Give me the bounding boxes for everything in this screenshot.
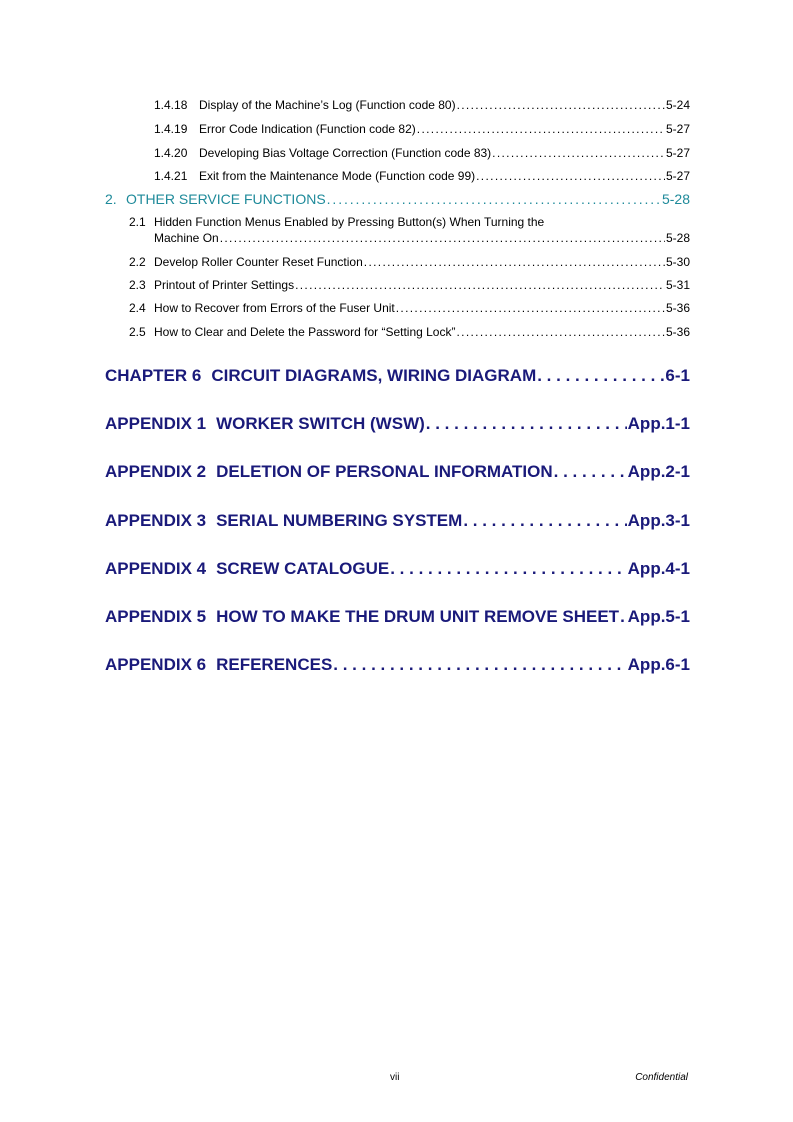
dot-leader [390,559,626,579]
entry-page: 5-36 [665,301,690,315]
entry-page: 5-28 [661,191,690,207]
dot-leader [457,98,665,112]
entry-page: App.4-1 [627,559,690,578]
entry-number: 2.5 [129,325,146,339]
entry-page: 5-28 [665,231,690,245]
entry-number: 1.4.18 [154,98,188,112]
entry-number: 2.4 [129,301,146,315]
entry-title: Printout of Printer Settings [154,278,295,292]
entry-page: 5-27 [665,122,690,136]
toc-entry-2-2[interactable] [129,255,690,271]
toc-entry-2-3[interactable] [129,278,690,294]
dot-leader [620,607,627,627]
entry-title: Develop Roller Counter Reset Function [154,255,363,269]
toc-entry-1-4-20[interactable] [154,146,690,162]
dot-leader [364,255,665,269]
entry-page: App.2-1 [627,462,690,481]
dot-leader [463,511,626,531]
entry-page: 5-27 [665,169,690,183]
entry-number: APPENDIX 1 [105,414,207,433]
entry-title-line1: Hidden Function Menus Enabled by Pressing Button(s) When Turning the [154,215,545,229]
dot-leader [333,655,626,675]
entry-title: Error Code Indication (Function code 82) [199,122,416,136]
entry-page: 6-1 [665,366,690,385]
entry-title: How to Clear and Delete the Password for “Setting Lock” [154,325,456,339]
entry-title: SCREW CATALOGUE [216,559,390,578]
entry-title: Display of the Machine’s Log (Function code 80) [199,98,456,112]
toc-entry-appendix-2[interactable] [105,462,690,484]
entry-title: Exit from the Maintenance Mode (Function code 99) [199,169,476,183]
entry-title: REFERENCES [216,655,333,674]
entry-page: 5-24 [665,98,690,112]
toc-entry-section-2[interactable] [105,191,690,209]
dot-leader [295,278,665,292]
entry-title: How to Recover from Errors of the Fuser Unit [154,301,395,315]
entry-page: App.3-1 [627,511,690,530]
toc-entry-2-4[interactable] [129,301,690,317]
entry-number: APPENDIX 5 [105,607,207,626]
entry-title: Machine On [154,231,219,245]
toc-entry-appendix-5[interactable] [105,607,690,629]
entry-number: 2.1 [129,215,146,229]
dot-leader [554,462,627,482]
dot-leader [492,146,665,160]
toc-entry-1-4-21[interactable] [154,169,690,185]
toc-entry-2-5[interactable] [129,325,690,341]
toc-entry-appendix-3[interactable] [105,511,690,533]
toc-entry-2-1-line1 [129,215,544,229]
toc-entry-chapter-6[interactable] [105,366,690,388]
entry-number: CHAPTER 6 [105,366,202,385]
dot-leader [417,122,665,136]
dot-leader [327,191,661,207]
entry-title: DELETION OF PERSONAL INFORMATION [216,462,553,481]
toc-entry-appendix-1[interactable] [105,414,690,436]
entry-number: APPENDIX 4 [105,559,207,578]
footer-page-number: vii [390,1072,400,1083]
entry-title: HOW TO MAKE THE DRUM UNIT REMOVE SHEET [216,607,620,626]
dot-leader [537,366,664,386]
toc-entry-appendix-6[interactable] [105,655,690,677]
entry-page: 5-30 [665,255,690,269]
entry-number: APPENDIX 2 [105,462,207,481]
toc-entry-2-1[interactable] [154,231,690,247]
entry-page: App.5-1 [627,607,690,626]
entry-number: 2.3 [129,278,146,292]
toc-entry-appendix-4[interactable] [105,559,690,581]
entry-title: Developing Bias Voltage Correction (Function code 83) [199,146,492,160]
entry-title: SERIAL NUMBERING SYSTEM [216,511,463,530]
entry-number: APPENDIX 3 [105,511,207,530]
footer-confidential: Confidential [635,1072,688,1083]
entry-page: 5-27 [665,146,690,160]
dot-leader [220,231,665,245]
dot-leader [456,325,664,339]
entry-page: App.6-1 [627,655,690,674]
entry-number: 2.2 [129,255,146,269]
entry-page: 5-36 [665,325,690,339]
toc-entry-1-4-18[interactable] [154,98,690,114]
entry-page: 5-31 [665,278,690,292]
entry-number: 1.4.19 [154,122,188,136]
toc-entry-1-4-19[interactable] [154,122,690,138]
dot-leader [426,414,627,434]
entry-title: OTHER SERVICE FUNCTIONS [126,191,326,207]
dot-leader [476,169,665,183]
entry-number: APPENDIX 6 [105,655,207,674]
dot-leader [396,301,665,315]
entry-number: 2. [105,191,117,207]
entry-number: 1.4.21 [154,169,188,183]
entry-title: WORKER SWITCH (WSW) [216,414,425,433]
entry-title: CIRCUIT DIAGRAMS, WIRING DIAGRAM [211,366,537,385]
entry-number: 1.4.20 [154,146,188,160]
entry-page: App.1-1 [627,414,690,433]
